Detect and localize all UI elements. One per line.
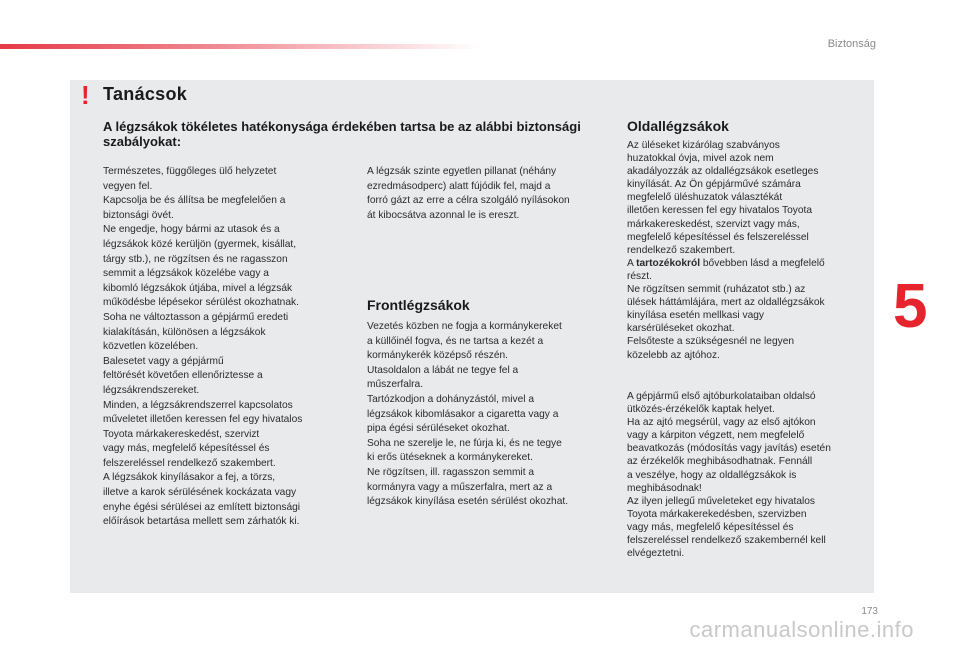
side-airbags-heading: Oldallégzsákok <box>627 118 729 134</box>
side-text-part-2: bővebben lásd a megfelelő részt. Ne rögzítsen semmit (ruházatot stb.) az ülések háttámlájára, mert az oldallégzsákok kinyílása esetén mellkasi vagy karsérüléseket okozhat. Felsőteste a szükségesnél ne legyen közelebb az ajtóhoz. <box>627 257 825 361</box>
front-airbags-heading: Frontlégzsákok <box>367 297 470 313</box>
watermark: carmanualsonline.info <box>689 617 914 642</box>
warning-icon: ! <box>81 80 90 110</box>
side-text-part-1: Az üléseket kizárólag szabványos huzatokkal óvja, mivel azok nem akadályozzák az oldallégzsákok esetleges kinyílását. Az Ön gépjárművé számára megfelelő üléshuzatok választékát illetően keressen fel egy hivatalos Toyota márkakereskedést, szervizt vagy más, megfelelő képesítéssel és felszereléssel rendelkező szakembert. A <box>627 140 819 269</box>
chapter-number: 5 <box>893 272 928 341</box>
page-number: 173 <box>861 606 878 617</box>
intro-text: A légzsákok tökéletes hatékonysága érdekében tartsa be az alábbi biztonsági szabályokat: <box>103 119 581 149</box>
section-title: Biztonság <box>827 38 876 50</box>
front-airbags-text: Vezetés közben ne fogja a kormánykereket a küllőinél fogva, és ne tartsa a kezét a kormánykerék középső részén. Utasoldalon a lábát ne tegye fel a műszerfalra. Tartózkodjon a dohányzástól, mivel a légzsákok kibomlásakor a cigaretta vagy a pipa égési sérüléseket okozhat. Soha ne szerelje le, ne fúrja ki, és ne tegye ki erős ütéseknek a kormánykereket. Ne rögzítsen, ill. ragasszon semmit a kormányra vagy a műszerfalra, mert az a légzsákok kinyílása esetén sérülést okozhat. <box>367 321 569 508</box>
side-sensors-text: A gépjármű első ajtóburkolataiban oldalsó ütközés-érzékelők kaptak helyet. Ha az ajtó megsérül, vagy az első ajtókon vagy a kárpiton végzett, nem megfelelő beavatkozás (módosítás vagy javítás) esetén az érzékelők meghibásodhatnak. Fennáll a veszélye, hogy az oldallégzsákok is meghibásodnak! Az ilyen jellegű műveleteket egy hivatalos Toyota márkakerekedésben, szervizben vagy más, megfelelő képesítéssel és felszereléssel rendelkező szakembernél kell elvégeztetni. <box>627 391 831 560</box>
panel-heading: Tanácsok <box>103 84 188 104</box>
header-accent-bar <box>0 44 480 49</box>
side-airbags-text <box>627 139 865 362</box>
column-2-intro-text: A légzsák szinte egyetlen pillanat (néhány ezredmásodperc) alatt fújódik fel, majd a forró gázt az erre a célra szolgáló nyílásokon át kibocsátva azonnal le is ereszt. <box>367 166 570 221</box>
accessories-reference: tartozékokról <box>636 257 701 269</box>
column-1-text: Természetes, függőleges ülő helyzetet vegyen fel. Kapcsolja be és állítsa be megfelelően a biztonsági övét. Ne engedje, hogy bármi az utasok és a légzsákok közé kerüljön (gyermek, kisállat, tárgy stb.), ne rögzítsen és ne ragasszon semmit a légzsákok közelébe vagy a kibomló légzsákok útjába, mivel a légzsák működésbe lépésekor sérülést okozhatnak. Soha ne változtasson a gépjármű eredeti kialakításán, különösen a légzsákok közvetlen közelében. Balesetet vagy a gépjármű feltörését követően ellenőriztesse a légzsákrendszereket. Minden, a légzsákrendszerrel kapcsolatos műveletet illetően keressen fel egy hivatalos Toyota márkakereskedést, szervizt vagy más, megfelelő képesítéssel és felszereléssel rendelkező szakembert. A légzsákok kinyílásakor a fej, a törzs, illetve a karok sérülésének kockázata vagy enyhe égési sérülései az említett biztonsági előírások betartása mellett sem zárhatók ki. <box>103 166 303 528</box>
